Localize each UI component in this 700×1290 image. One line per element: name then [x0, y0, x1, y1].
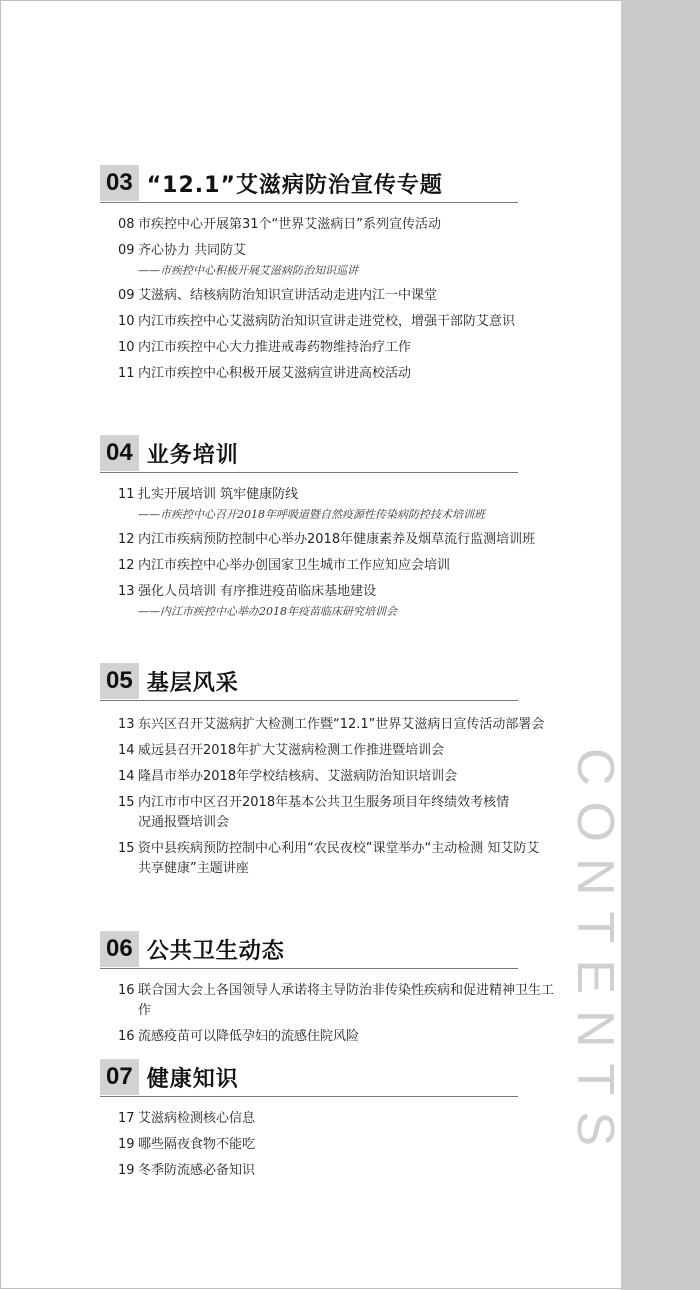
- page-number: 09: [118, 288, 135, 303]
- section-items: [100, 715, 545, 879]
- section-number: 04: [100, 435, 139, 471]
- section-03: [100, 164, 518, 390]
- toc-entry[interactable]: [100, 1161, 560, 1181]
- page-number: 13: [118, 584, 135, 599]
- section-number: 03: [100, 165, 139, 201]
- entry-title: 艾滋病、结核病防治知识宣讲活动走进内江一中课堂: [138, 288, 438, 303]
- entry-title: 内江市疾控中心积极开展艾滋病宣讲进高校活动: [138, 366, 412, 381]
- page-number: 16: [118, 983, 135, 998]
- entry-title: 内江市疾病预防控制中心举办2018年健康素养及烟草流行监测培训班: [138, 532, 536, 547]
- section-number: 05: [100, 663, 139, 699]
- contents-side-label: CONTENTS: [566, 748, 624, 1162]
- entry-title: 扎实开展培训 筑牢健康防线: [138, 487, 299, 502]
- toc-entry[interactable]: [100, 530, 560, 550]
- toc-entry[interactable]: [100, 715, 560, 735]
- section-items: [100, 981, 555, 1047]
- entry-title: 齐心协力 共同防艾: [138, 243, 247, 258]
- section-items: [100, 1109, 518, 1181]
- section-title: 业务培训: [146, 442, 239, 468]
- page-number: 10: [118, 340, 135, 355]
- page-number: 16: [118, 1029, 135, 1044]
- toc-entry[interactable]: [100, 1109, 560, 1129]
- toc-entry[interactable]: [100, 338, 560, 358]
- entry-title: 强化人员培训 有序推进疫苗临床基地建设: [138, 584, 377, 599]
- page-number: 11: [118, 366, 135, 381]
- section-title: 公共卫生动态: [146, 938, 285, 964]
- toc-entry[interactable]: [100, 1027, 560, 1047]
- page-number: 13: [118, 717, 135, 732]
- entry-subtitle: ——市疾控中心积极开展艾滋病防治知识巡讲: [138, 264, 358, 277]
- entry-title: 艾滋病检测核心信息: [138, 1111, 256, 1126]
- toc-entry[interactable]: [100, 741, 560, 761]
- entry-title: 市疾控中心开展第31个“世界艾滋病日”系列宣传活动: [138, 217, 442, 232]
- section-items: [100, 485, 536, 620]
- toc-entry[interactable]: [100, 286, 560, 306]
- section-07: [100, 1058, 518, 1187]
- toc-entry[interactable]: [100, 981, 560, 1021]
- page-number: 09: [118, 243, 135, 258]
- entry-title: 隆昌市举办2018年学校结核病、艾滋病防治知识培训会: [138, 769, 458, 784]
- entry-subtitle: ——市疾控中心召开2018年呼吸道暨自然疫源性传染病防控技术培训班: [138, 508, 485, 521]
- entry-title: 威远县召开2018年扩大艾滋病检测工作推进暨培训会: [138, 743, 445, 758]
- toc-entry[interactable]: [100, 556, 560, 576]
- section-04: [100, 434, 536, 627]
- page-number: 08: [118, 217, 135, 232]
- side-band: [621, 0, 700, 1290]
- section-title: 健康知识: [146, 1066, 239, 1092]
- page-number: 14: [118, 743, 135, 758]
- section-title: “12.1”艾滋病防治宣传专题: [146, 172, 443, 198]
- entry-title: 内江市市中区召开2018年基本公共卫生服务项目年终绩效考核情况通报暨培训会: [138, 795, 510, 830]
- section-header: [100, 930, 518, 969]
- section-header: [100, 434, 518, 473]
- toc-entry[interactable]: [100, 1135, 560, 1155]
- toc-entry[interactable]: [100, 364, 560, 384]
- entry-title: 内江市疾控中心大力推进戒毒药物维持治疗工作: [138, 340, 412, 355]
- entry-subtitle: ——内江市疾控中心举办2018年疫苗临床研究培训会: [138, 605, 397, 618]
- entry-title: 哪些隔夜食物不能吃: [138, 1137, 256, 1152]
- entry-title: 内江市疾控中心举办创国家卫生城市工作应知应会培训: [138, 558, 451, 573]
- section-05: [100, 662, 545, 885]
- entry-title: 内江市疾控中心艾滋病防治知识宣讲走进党校，增强干部防艾意识: [138, 314, 516, 329]
- page-number: 14: [118, 769, 135, 784]
- page-number: 11: [118, 487, 135, 502]
- page-number: 10: [118, 314, 135, 329]
- toc-entry[interactable]: [100, 839, 540, 879]
- page-number: 15: [118, 795, 135, 810]
- page-number: 15: [118, 841, 135, 856]
- entry-title: 东兴区召开艾滋病扩大检测工作暨“12.1”世界艾滋病日宣传活动部署会: [138, 717, 545, 732]
- page-number: 19: [118, 1163, 135, 1178]
- section-header: [100, 1058, 518, 1097]
- entry-title: 资中县疾病预防控制中心利用“农民夜校”课堂举办“主动检测 知艾防艾 共享健康”主题讲座: [138, 841, 540, 876]
- section-header: [100, 662, 518, 701]
- entry-title: 联合国大会上各国领导人承诺将主导防治非传染性疾病和促进精神卫生工作: [138, 983, 555, 1018]
- section-06: [100, 930, 555, 1053]
- page-number: 17: [118, 1111, 135, 1126]
- toc-entry[interactable]: [100, 485, 560, 505]
- page-number: 19: [118, 1137, 135, 1152]
- entry-title: 冬季防流感必备知识: [138, 1163, 256, 1178]
- section-items: [100, 215, 518, 384]
- section-title: 基层风采: [146, 670, 239, 696]
- toc-entry[interactable]: [100, 767, 560, 787]
- section-number: 06: [100, 931, 139, 967]
- page-number: 12: [118, 558, 135, 573]
- toc-entry[interactable]: [100, 215, 560, 235]
- toc-entry[interactable]: [100, 312, 560, 332]
- entry-title: 流感疫苗可以降低孕妇的流感住院风险: [138, 1029, 360, 1044]
- toc-entry[interactable]: [100, 241, 560, 261]
- section-header: [100, 164, 518, 203]
- toc-entry[interactable]: [100, 582, 560, 602]
- toc-entry[interactable]: [100, 793, 520, 833]
- page-number: 12: [118, 532, 135, 547]
- section-number: 07: [100, 1059, 139, 1095]
